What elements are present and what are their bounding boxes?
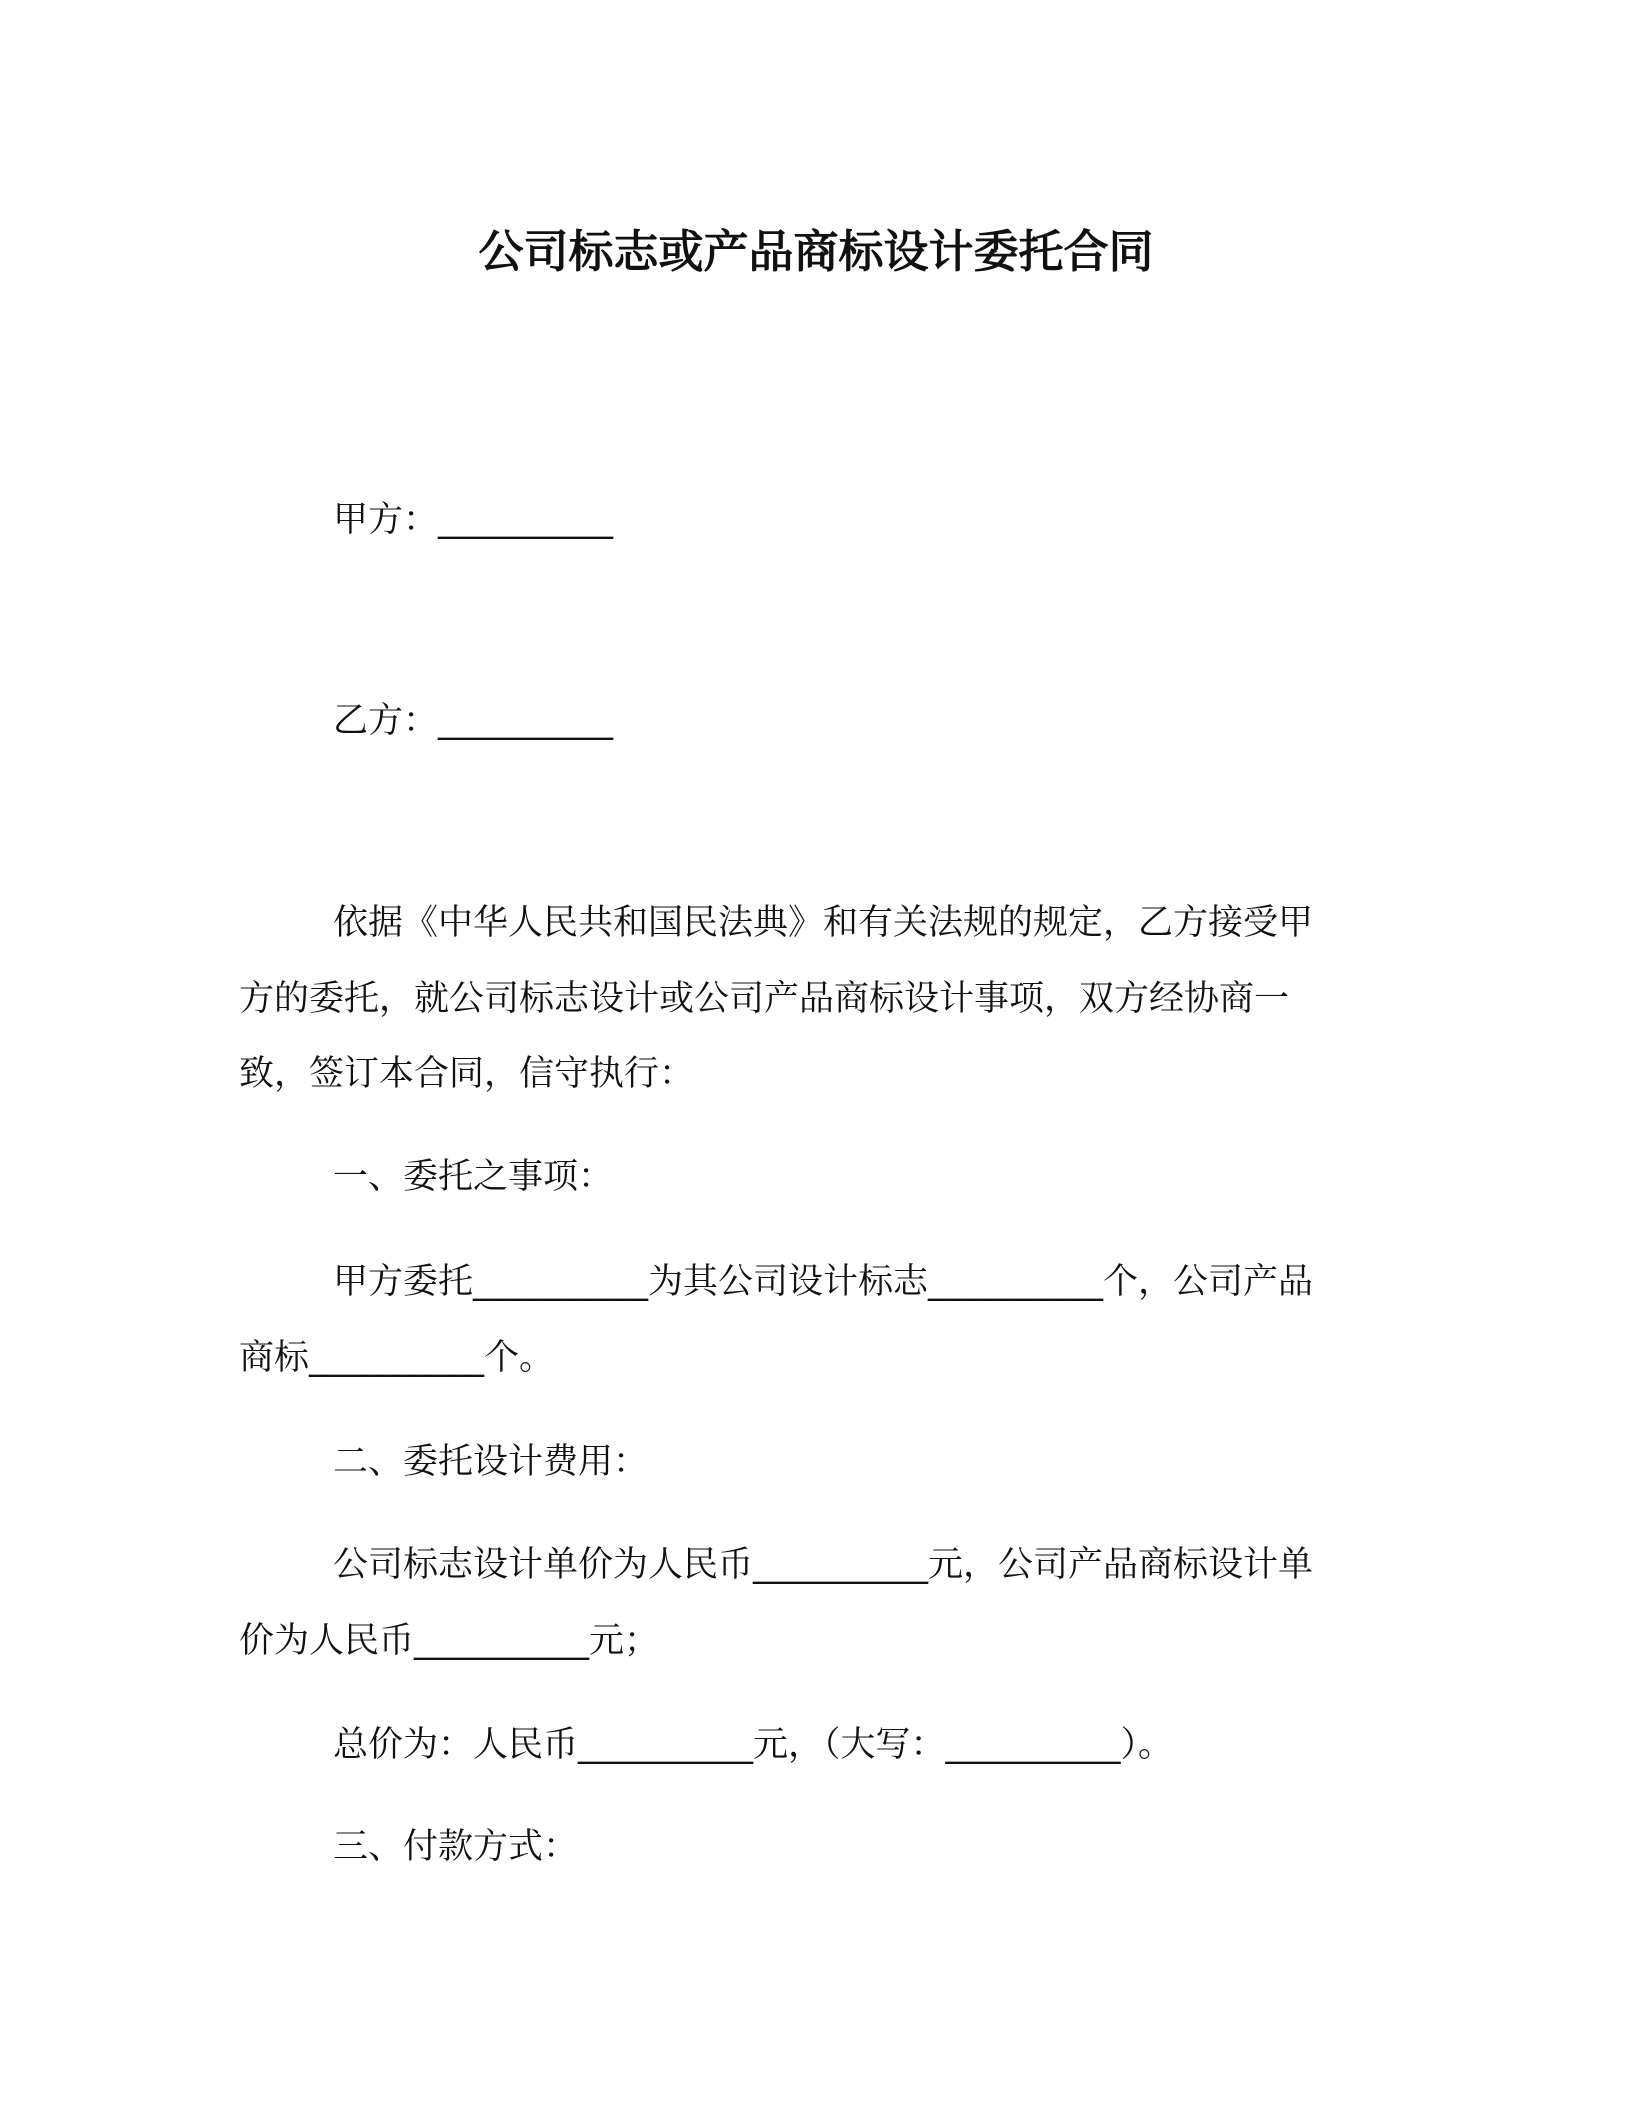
- section-1-heading: 一、委托之事项：: [333, 1157, 614, 1197]
- section-2-line-2: 价为人民币__________元；: [239, 1621, 660, 1661]
- section-2-heading: 二、委托设计费用：: [333, 1442, 649, 1482]
- section-2-line-1: 公司标志设计单价为人民币__________元，公司产品商标设计单: [333, 1545, 1314, 1585]
- section-3-heading: 三、付款方式：: [333, 1827, 579, 1867]
- party-a-line: 甲方：__________: [333, 500, 614, 540]
- document-title: 公司标志或产品商标设计委托合同: [478, 225, 1154, 278]
- preamble-line-2: 方的委托，就公司标志设计或公司产品商标设计事项，双方经协商一: [239, 979, 1290, 1019]
- section-1-line-1: 甲方委托__________为其公司设计标志__________个，公司产品: [333, 1262, 1314, 1302]
- preamble-line-1: 依据《中华人民共和国民法典》和有关法规的规定，乙方接受甲: [333, 903, 1314, 943]
- section-1-line-2: 商标__________个。: [239, 1338, 555, 1378]
- party-b-line: 乙方：__________: [333, 701, 614, 741]
- section-2-total: 总价为：人民币__________元，（大写：__________）。: [333, 1725, 1174, 1765]
- preamble-line-3: 致，签订本合同，信守执行：: [239, 1054, 695, 1094]
